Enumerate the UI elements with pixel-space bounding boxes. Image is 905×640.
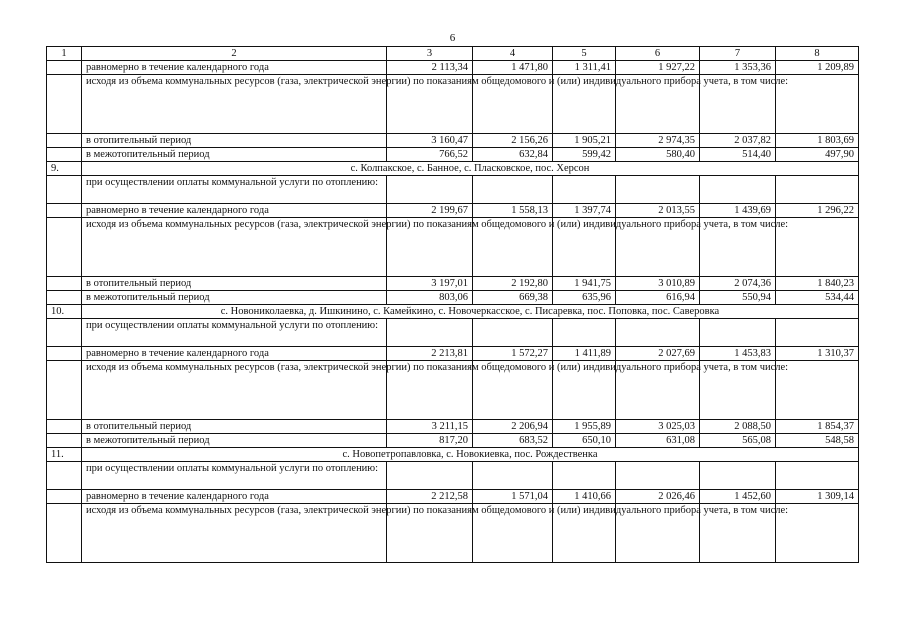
row-index-cell: [47, 420, 82, 434]
value-cell: 1 411,89: [553, 347, 616, 361]
row-label: при осуществлении оплаты коммунальной услуги по отоплению:: [82, 176, 387, 204]
row-label: исходя из объема коммунальных ресурсов (газа, электрической энергии) по показаниям общедомового и (или) индивидуального прибора учета, в том числе:: [82, 218, 387, 277]
section-index: 10.: [47, 305, 82, 319]
row-label: равномерно в течение календарного года: [82, 490, 387, 504]
value-cell: 1 453,83: [700, 347, 776, 361]
row-label: в межотопительный период: [82, 434, 387, 448]
value-cell: 683,52: [473, 434, 553, 448]
value-cell: 650,10: [553, 434, 616, 448]
header-cell: 2: [82, 47, 387, 61]
header-cell: 4: [473, 47, 553, 61]
empty-cell: [776, 176, 859, 204]
row-label: исходя из объема коммунальных ресурсов (газа, электрической энергии) по показаниям общедомового и (или) индивидуального прибора учета, в том числе:: [82, 504, 387, 563]
description-row: [47, 176, 859, 204]
value-cell: 631,08: [616, 434, 700, 448]
value-cell: 599,42: [553, 148, 616, 162]
empty-cell: [473, 462, 553, 490]
empty-cell: [616, 176, 700, 204]
row-label: исходя из объема коммунальных ресурсов (газа, электрической энергии) по показаниям общедомового и (или) индивидуального прибора учета, в том числе:: [82, 75, 387, 134]
section-index: 11.: [47, 448, 82, 462]
section-index: 9.: [47, 162, 82, 176]
value-cell: 2 113,34: [387, 61, 473, 75]
value-cell: 766,52: [387, 148, 473, 162]
section-row: [47, 305, 859, 319]
empty-cell: [553, 462, 616, 490]
row-index-cell: [47, 277, 82, 291]
section-row: [47, 448, 859, 462]
value-cell: 1 309,14: [776, 490, 859, 504]
row-label: в отопительный период: [82, 420, 387, 434]
description-row: [47, 504, 859, 563]
value-cell: 565,08: [700, 434, 776, 448]
value-cell: 2 027,69: [616, 347, 700, 361]
table-row: [47, 61, 859, 75]
row-label: в отопительный период: [82, 277, 387, 291]
value-cell: 1 439,69: [700, 204, 776, 218]
empty-cell: [387, 176, 473, 204]
value-cell: 1 296,22: [776, 204, 859, 218]
value-cell: 1 310,37: [776, 347, 859, 361]
value-cell: 669,38: [473, 291, 553, 305]
value-cell: 1 854,37: [776, 420, 859, 434]
settlement-list: с. Новопетропавловка, с. Новокиевка, пос. Рождественка: [82, 448, 859, 462]
row-index-cell: [47, 490, 82, 504]
row-index-cell: [47, 291, 82, 305]
description-row: [47, 218, 859, 277]
row-label: в межотопительный период: [82, 148, 387, 162]
row-index-cell: [47, 319, 82, 347]
value-cell: 2 206,94: [473, 420, 553, 434]
page-number: 6: [449, 32, 456, 44]
value-cell: 2 974,35: [616, 134, 700, 148]
empty-cell: [616, 319, 700, 347]
empty-cell: [553, 319, 616, 347]
value-cell: 3 197,01: [387, 277, 473, 291]
value-cell: 2 213,81: [387, 347, 473, 361]
row-label: равномерно в течение календарного года: [82, 204, 387, 218]
row-index-cell: [47, 61, 82, 75]
value-cell: 3 010,89: [616, 277, 700, 291]
table-row: [47, 347, 859, 361]
value-cell: 817,20: [387, 434, 473, 448]
value-cell: 2 037,82: [700, 134, 776, 148]
empty-cell: [700, 319, 776, 347]
table-row: [47, 420, 859, 434]
table-row: [47, 204, 859, 218]
header-row: [47, 47, 859, 61]
row-index-cell: [47, 347, 82, 361]
value-cell: 803,06: [387, 291, 473, 305]
table-body: [47, 47, 859, 563]
value-cell: 3 160,47: [387, 134, 473, 148]
value-cell: 632,84: [473, 148, 553, 162]
row-index-cell: [47, 434, 82, 448]
empty-cell: [776, 319, 859, 347]
row-label: при осуществлении оплаты коммунальной услуги по отоплению:: [82, 319, 387, 347]
table-row: [47, 148, 859, 162]
header-cell: 1: [47, 47, 82, 61]
row-index-cell: [47, 218, 82, 277]
empty-cell: [700, 462, 776, 490]
value-cell: 2 013,55: [616, 204, 700, 218]
value-cell: 1 311,41: [553, 61, 616, 75]
header-cell: 7: [700, 47, 776, 61]
value-cell: 1 905,21: [553, 134, 616, 148]
value-cell: 1 558,13: [473, 204, 553, 218]
value-cell: 2 192,80: [473, 277, 553, 291]
empty-cell: [387, 462, 473, 490]
value-cell: 550,94: [700, 291, 776, 305]
value-cell: 3 025,03: [616, 420, 700, 434]
value-cell: 1 941,75: [553, 277, 616, 291]
table-row: [47, 434, 859, 448]
header-cell: 5: [553, 47, 616, 61]
empty-cell: [387, 319, 473, 347]
row-index-cell: [47, 176, 82, 204]
settlement-list: с. Новониколаевка, д. Ишкинино, с. Камейкино, с. Новочеркасское, с. Писаревка, пос. Поповка, пос. Саверовка: [82, 305, 859, 319]
row-index-cell: [47, 504, 82, 563]
table-row: [47, 277, 859, 291]
tariff-table: [46, 46, 859, 563]
row-index-cell: [47, 204, 82, 218]
value-cell: 580,40: [616, 148, 700, 162]
value-cell: 2 156,26: [473, 134, 553, 148]
value-cell: 497,90: [776, 148, 859, 162]
description-row: [47, 75, 859, 134]
row-label: равномерно в течение календарного года: [82, 347, 387, 361]
row-label: при осуществлении оплаты коммунальной услуги по отоплению:: [82, 462, 387, 490]
value-cell: 1 471,80: [473, 61, 553, 75]
table-row: [47, 291, 859, 305]
value-cell: 1 410,66: [553, 490, 616, 504]
value-cell: 1 840,23: [776, 277, 859, 291]
value-cell: 1 803,69: [776, 134, 859, 148]
row-index-cell: [47, 462, 82, 490]
value-cell: 1 397,74: [553, 204, 616, 218]
value-cell: 1 572,27: [473, 347, 553, 361]
value-cell: 514,40: [700, 148, 776, 162]
header-cell: 3: [387, 47, 473, 61]
value-cell: 3 211,15: [387, 420, 473, 434]
value-cell: 1 571,04: [473, 490, 553, 504]
description-row: [47, 361, 859, 420]
header-cell: 8: [776, 47, 859, 61]
row-label: равномерно в течение календарного года: [82, 61, 387, 75]
value-cell: 2 074,36: [700, 277, 776, 291]
value-cell: 1 927,22: [616, 61, 700, 75]
row-index-cell: [47, 134, 82, 148]
value-cell: 1 452,60: [700, 490, 776, 504]
value-cell: 1 353,36: [700, 61, 776, 75]
empty-cell: [616, 462, 700, 490]
empty-cell: [553, 176, 616, 204]
table-row: [47, 490, 859, 504]
row-label: исходя из объема коммунальных ресурсов (газа, электрической энергии) по показаниям общедомового и (или) индивидуального прибора учета, в том числе:: [82, 361, 387, 420]
value-cell: 2 026,46: [616, 490, 700, 504]
value-cell: 616,94: [616, 291, 700, 305]
settlement-list: с. Колпакское, с. Банное, с. Пласковское, пос. Херсон: [82, 162, 859, 176]
row-label: в межотопительный период: [82, 291, 387, 305]
value-cell: 2 088,50: [700, 420, 776, 434]
value-cell: 2 212,58: [387, 490, 473, 504]
value-cell: 548,58: [776, 434, 859, 448]
header-cell: 6: [616, 47, 700, 61]
description-row: [47, 319, 859, 347]
table-row: [47, 134, 859, 148]
row-index-cell: [47, 75, 82, 134]
empty-cell: [473, 319, 553, 347]
row-index-cell: [47, 361, 82, 420]
row-label: в отопительный период: [82, 134, 387, 148]
value-cell: 1 955,89: [553, 420, 616, 434]
row-index-cell: [47, 148, 82, 162]
empty-cell: [776, 462, 859, 490]
value-cell: 2 199,67: [387, 204, 473, 218]
value-cell: 635,96: [553, 291, 616, 305]
section-row: [47, 162, 859, 176]
value-cell: 534,44: [776, 291, 859, 305]
empty-cell: [473, 176, 553, 204]
value-cell: 1 209,89: [776, 61, 859, 75]
empty-cell: [700, 176, 776, 204]
description-row: [47, 462, 859, 490]
